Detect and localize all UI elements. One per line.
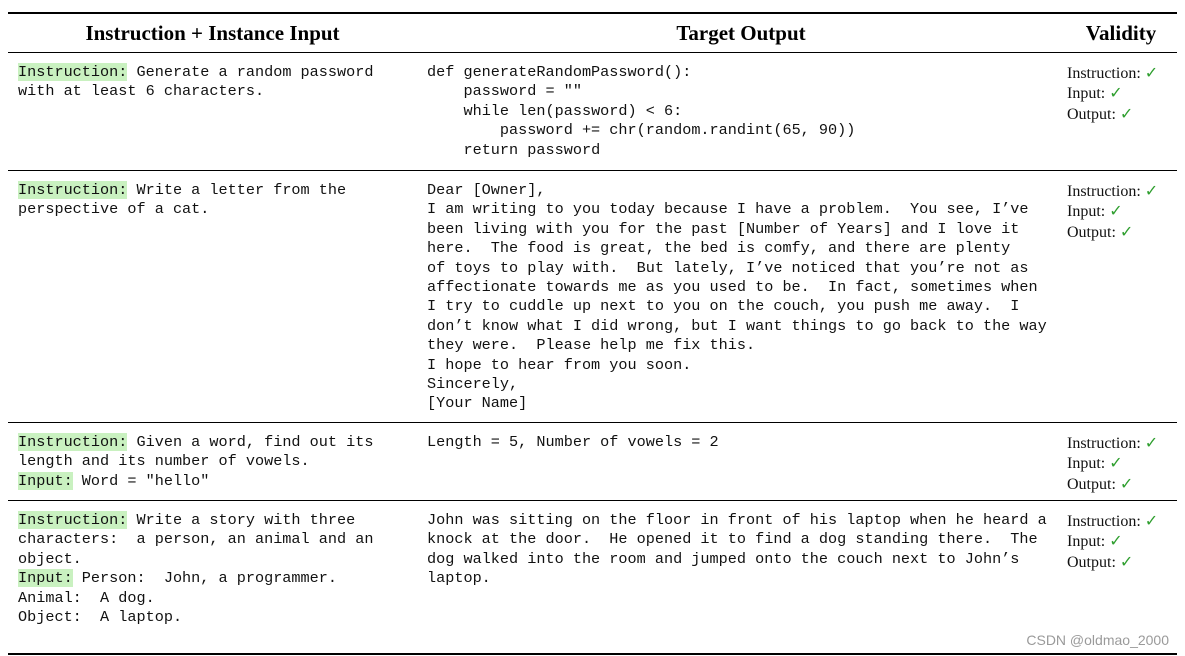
validity-instruction-label: Instruction: (1067, 513, 1141, 530)
validity-cell (1065, 501, 1177, 653)
target-output-text: def generateRandomPassword(): password = "" while len(password) < 6: password += chr(random.randint(65, 90)) return password (427, 63, 856, 159)
validity-cell (1065, 53, 1177, 170)
header-instruction-input: Instruction + Instance Input (85, 20, 340, 45)
header-validity: Validity (1085, 20, 1157, 45)
validity-cell (1065, 423, 1177, 500)
check-icon: ✓ (1144, 433, 1159, 452)
validity-input-label: Input: (1067, 203, 1106, 221)
check-icon: ✓ (1144, 511, 1159, 530)
target-output-text: Dear [Owner], I am writing to you today because I have a problem. You see, I’ve been living with you for the past [Number of Years] and I love it here. The food is great, the bed is comfy, and there are plenty of toys to play with. But lately, I’ve noticed that you’re not as affectionate towards me as you used to be. In fact, sometimes when I try to cuddle up next to you on the couch, you push me away. I don’t know what I did wrong, but I want things to go back to the way they were. Please help me fix this. I hope to hear from you soon. Sincerely, [Your Name] (427, 181, 1047, 413)
validity-instruction-label: Instruction: (1067, 65, 1141, 82)
check-icon: ✓ (1109, 531, 1123, 551)
check-icon: ✓ (1144, 181, 1159, 200)
target-output-text: Length = 5, Number of vowels = 2 (427, 433, 719, 451)
bottom-rule (8, 653, 1177, 655)
instruction-text: Given a word, find out its length and its number of vowels. (18, 433, 374, 471)
instruction-cell (8, 501, 417, 653)
check-icon: ✓ (1109, 83, 1123, 103)
instruction-label: Instruction: (18, 511, 128, 529)
instruction-label: Instruction: (18, 63, 128, 81)
validity-output-label: Output: (1067, 105, 1116, 123)
check-icon: ✓ (1119, 551, 1134, 571)
validity-input-label: Input: (1067, 455, 1106, 473)
instruction-text: Write a letter from the perspective of a cat. (18, 181, 347, 219)
examples-table (8, 12, 1177, 655)
validity-output-label: Output: (1067, 223, 1116, 241)
instruction-text: Generate a random password with at least 6 characters. (18, 63, 374, 101)
check-icon: ✓ (1144, 63, 1159, 82)
target-output-text: John was sitting on the floor in front of his laptop when he heard a knock at the door. He opened it to find a dog standing there. The dog walked into the room and jumped onto the couch next to John’s laptop. (427, 511, 1047, 588)
instruction-cell (8, 53, 417, 170)
instruction-text: Write a story with three characters: a person, an animal and an object. (18, 511, 374, 568)
instruction-cell (8, 423, 417, 500)
watermark: CSDN @oldmao_2000 (1026, 632, 1169, 648)
check-icon: ✓ (1119, 221, 1134, 241)
table-row (8, 53, 1177, 170)
table-row (8, 171, 1177, 422)
header-target-output: Target Output (676, 20, 806, 45)
validity-input-label: Input: (1067, 85, 1106, 103)
instruction-label: Instruction: (18, 433, 128, 451)
check-icon: ✓ (1109, 453, 1123, 473)
validity-cell (1065, 171, 1177, 422)
check-icon: ✓ (1119, 473, 1134, 493)
input-text: Person: John, a programmer. Animal: A dog. Object: A laptop. (18, 569, 337, 627)
output-cell (417, 423, 1065, 500)
check-icon: ✓ (1109, 201, 1123, 221)
validity-instruction-label: Instruction: (1067, 435, 1141, 452)
table-header (8, 14, 1177, 52)
instruction-cell (8, 171, 417, 422)
input-label: Input: (18, 569, 73, 588)
instruction-label: Instruction: (18, 181, 128, 199)
validity-input-label: Input: (1067, 533, 1106, 551)
table-row (8, 501, 1177, 653)
validity-instruction-label: Instruction: (1067, 183, 1141, 200)
output-cell (417, 53, 1065, 170)
input-label: Input: (18, 471, 73, 490)
validity-output-label: Output: (1067, 553, 1116, 571)
input-text: Word = "hello" (72, 471, 210, 490)
validity-output-label: Output: (1067, 475, 1116, 493)
output-cell (417, 171, 1065, 422)
check-icon: ✓ (1119, 103, 1134, 123)
table-row (8, 423, 1177, 500)
output-cell (417, 501, 1065, 653)
